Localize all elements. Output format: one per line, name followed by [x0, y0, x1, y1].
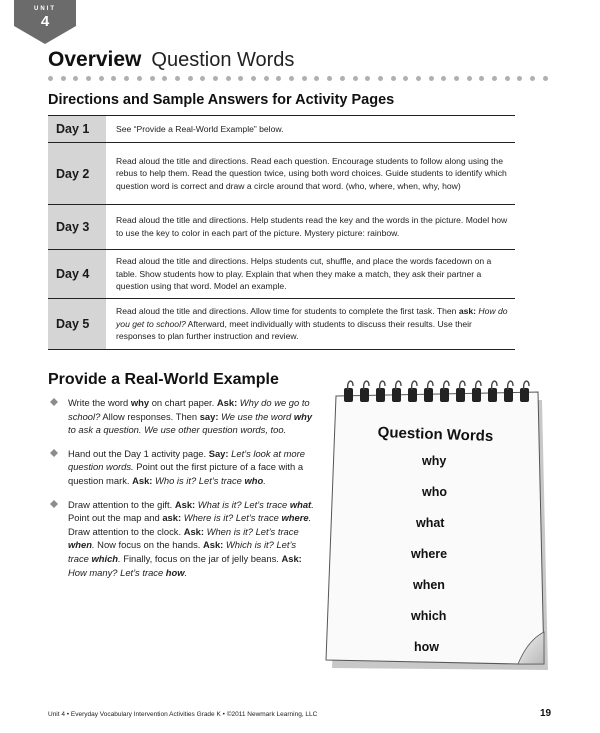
divider-dot: [492, 76, 497, 81]
text-run: Who is it? Let’s trace: [152, 474, 245, 486]
divider-dot: [416, 76, 421, 81]
divider-dot: [213, 76, 218, 81]
day-description: Read aloud the title and directions. Helps students cut, shuffle, and place the words facedown on a table. Show students how to play. Explain that when they make a match, they ask their partner a question using that word. Model an example.: [106, 250, 515, 299]
day-description: Read aloud the title and directions. Help students read the key and the words in the picture. Model how to use the key to color in each part of the picture. Mystery picture: rainbow.: [106, 205, 515, 250]
text-run: Ask:: [183, 525, 205, 537]
title-sub: Question Words: [151, 49, 295, 71]
day-description: See “Provide a Real-World Example” below.: [106, 116, 515, 143]
text-run: when: [68, 539, 92, 551]
text-run: Write the word: [68, 397, 131, 408]
text-run: We use the word: [218, 410, 294, 422]
divider-dot: [124, 76, 129, 81]
day5-text-before: Read aloud the title and directions. Allow time for students to complete the first task. Then: [116, 306, 459, 317]
divider-dot: [162, 76, 167, 81]
divider-dot: [200, 76, 205, 81]
day-label: Day 1: [48, 116, 106, 143]
question-word: why: [422, 454, 447, 468]
notebook-title: Question Words: [377, 424, 494, 446]
divider-dot: [188, 76, 193, 81]
unit-label: UNIT: [34, 6, 56, 12]
page-title: [48, 48, 294, 72]
list-item: [50, 447, 318, 488]
text-run: Where is it? Let’s trace: [181, 512, 282, 524]
table-row: [48, 299, 515, 350]
divider-dot: [226, 76, 231, 81]
page-number: 19: [540, 708, 552, 719]
unit-number: 4: [40, 13, 50, 30]
text-run: ask:: [162, 512, 182, 524]
table-row: [48, 116, 515, 143]
bullet-text: [68, 448, 305, 486]
question-word: which: [411, 609, 447, 623]
divider-dot: [403, 76, 408, 81]
divider-dot: [251, 76, 256, 81]
text-run: Why do we go to school?: [68, 397, 310, 422]
text-run: Draw attention to the clock.: [68, 525, 184, 537]
divider-dot: [238, 76, 243, 81]
question-word: where: [411, 547, 448, 561]
list-item: [50, 396, 318, 437]
footer-credit: Unit 4 • Everyday Vocabulary Intervention Activities Grade K • ©2011 Newmark Learning, LLC: [48, 711, 318, 718]
text-run: why: [293, 410, 313, 422]
divider-dot: [353, 76, 358, 81]
question-word: who: [422, 485, 447, 499]
divider-dot: [505, 76, 510, 81]
divider-dot: [302, 76, 307, 81]
dotted-divider: [48, 76, 548, 82]
diamond-bullet-icon: [50, 449, 58, 457]
diamond-bullet-icon: [50, 398, 58, 406]
list-item: [50, 498, 318, 580]
divider-dot: [86, 76, 91, 81]
divider-dot: [429, 76, 434, 81]
divider-dot: [530, 76, 535, 81]
text-run: When is it? Let’s trace: [204, 525, 299, 537]
divider-dot: [61, 76, 66, 81]
text-run: How many? Let’s trace: [68, 566, 166, 578]
day-description: [106, 299, 515, 350]
text-run: Point out the map and: [68, 512, 163, 524]
divider-dot: [73, 76, 78, 81]
directions-table: [48, 115, 515, 350]
text-run: .: [118, 552, 121, 564]
example-bullet-list: [50, 396, 318, 589]
text-run: What is it? Let’s trace: [195, 498, 290, 510]
bullet-text: [68, 499, 314, 578]
text-run: .: [91, 539, 95, 551]
divider-dot: [48, 76, 53, 81]
divider-dot: [276, 76, 281, 81]
text-run: Ask:: [174, 498, 196, 510]
day-label: Day 5: [48, 299, 106, 350]
text-run: Allow responses. Then: [100, 410, 200, 422]
text-run: why: [130, 397, 150, 408]
table-row: [48, 250, 515, 299]
directions-heading: Directions and Sample Answers for Activity Pages: [48, 92, 395, 108]
divider-dot: [99, 76, 104, 81]
divider-dot: [175, 76, 180, 81]
table-row: [48, 205, 515, 250]
divider-dot: [111, 76, 116, 81]
text-run: say:: [199, 410, 219, 422]
day-description: Read aloud the title and directions. Read each question. Encourage students to follow along using the rebus to help them. Read the question twice, using both word choices. Guide students to identify which question word is correct and draw a circle around that word. (who, where, when, why, how): [106, 143, 515, 205]
text-run: to ask a question. We use other question words, too.: [68, 424, 287, 436]
divider-dot: [543, 76, 548, 81]
notebook-illustration: [322, 378, 562, 674]
text-run: Point out the first picture of a face with a question mark.: [68, 461, 304, 486]
divider-dot: [289, 76, 294, 81]
divider-dot: [150, 76, 155, 81]
text-run: .: [263, 474, 266, 486]
divider-dot: [378, 76, 383, 81]
text-run: Ask:: [132, 474, 153, 486]
divider-dot: [391, 76, 396, 81]
text-run: which: [91, 552, 119, 564]
divider-dot: [467, 76, 472, 81]
day5-question: How do you get to school?: [116, 306, 508, 329]
text-run: Draw attention to the gift.: [68, 498, 175, 510]
text-run: Say:: [208, 447, 229, 459]
text-run: Hand out the Day 1 activity page.: [68, 447, 209, 459]
divider-dot: [517, 76, 522, 81]
divider-dot: [365, 76, 370, 81]
title-main: Overview: [48, 48, 142, 71]
text-run: Ask:: [216, 397, 238, 408]
question-word: when: [413, 578, 445, 592]
text-run: Which is it? Let’s trace: [68, 539, 297, 564]
divider-dot: [327, 76, 332, 81]
real-world-heading: Provide a Real-World Example: [48, 371, 279, 388]
text-run: how: [165, 566, 185, 578]
divider-dot: [314, 76, 319, 81]
diamond-bullet-icon: [50, 500, 58, 508]
text-run: on chart paper.: [149, 397, 217, 408]
day-label: Day 4: [48, 250, 106, 299]
day5-text-after: Afterward, meet individually with students to discuss their results. Use their responses to plan further instruction and review.: [116, 318, 472, 342]
unit-tab: [14, 0, 76, 44]
text-run: what: [289, 498, 312, 510]
text-run: Now focus on the hands.: [94, 539, 203, 551]
text-run: .: [311, 498, 314, 510]
text-run: Ask:: [281, 552, 302, 564]
divider-dot: [137, 76, 142, 81]
day5-ask-label: ask:: [458, 306, 477, 317]
question-word: what: [416, 516, 445, 530]
day-label: Day 3: [48, 205, 106, 250]
divider-dot: [441, 76, 446, 81]
divider-dot: [454, 76, 459, 81]
table-row: [48, 143, 515, 205]
text-run: .: [308, 512, 312, 524]
bullet-text: [68, 397, 312, 435]
day-label: Day 2: [48, 143, 106, 205]
question-word: how: [414, 640, 439, 654]
text-run: Ask:: [202, 539, 224, 551]
divider-dot: [479, 76, 484, 81]
text-run: who: [244, 474, 264, 486]
text-run: Finally, focus on the jar of jelly beans.: [120, 552, 282, 564]
divider-dot: [340, 76, 345, 81]
text-run: Let’s look at more question words.: [68, 447, 305, 473]
divider-dot: [264, 76, 269, 81]
text-run: where: [281, 512, 309, 524]
text-run: .: [184, 566, 188, 578]
